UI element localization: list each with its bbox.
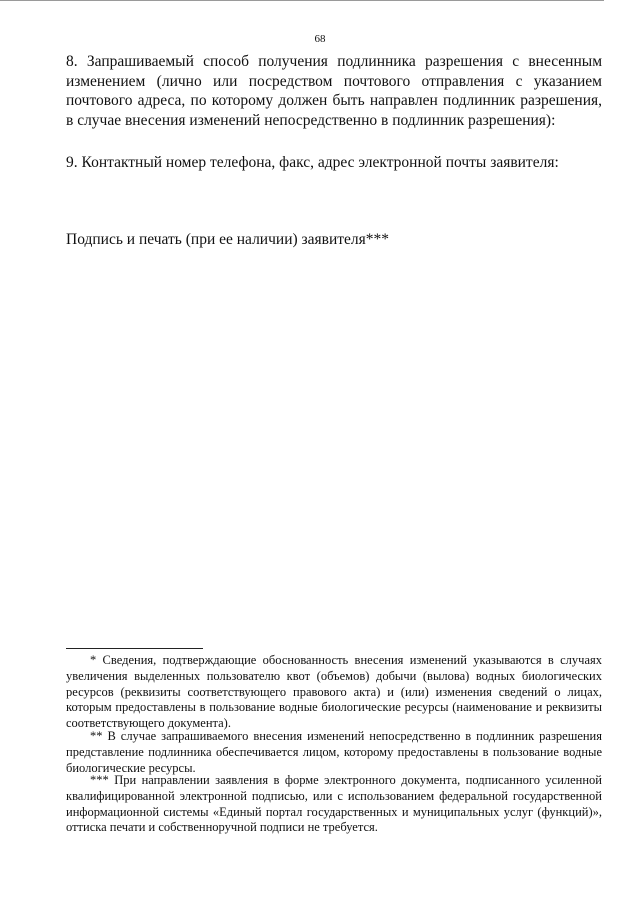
footnote-2: ** В случае запрашиваемого внесения изменений непосредственно в подлинник разрешения представление подлинника обеспечивается лицом, которому предоставлены в пользование водные биологические ресурсы. [66, 729, 602, 775]
scan-top-edge [0, 0, 604, 1]
footnote-separator [66, 648, 203, 649]
signature-line: Подпись и печать (при ее наличии) заявителя*** [66, 231, 390, 248]
footnote-3: *** При направлении заявления в форме электронного документа, подписанного усиленной квалифицированной электронной подписью, или с использованием федеральной государственной информационной системы «Единый портал государственных и муниципальных услуг (функций)», оттиска печати и собственноручной подписи не требуется. [66, 773, 602, 835]
footnote-1: * Сведения, подтверждающие обоснованность внесения изменений указываются в случаях увеличения выделенных пользователю квот (объемов) добычи (вылова) водных биологических ресурсов (реквизиты соответствующего правового акта) и (или) изменения сведений о лицах, которым предоставлены в пользование водные биологические ресурсы (наименование и реквизиты соответствующего документа). [66, 653, 602, 731]
item-9-contact-info: 9. Контактный номер телефона, факс, адрес электронной почты заявителя: [66, 154, 559, 171]
item-8-delivery-method: 8. Запрашиваемый способ получения подлинника разрешения с внесенным изменением (лично или посредством почтового отправления с указанием почтового адреса, по которому должен быть направлен подлинник разрешения, в случае внесения изменений непосредственно в подлинник разрешения): [66, 53, 602, 129]
page-number: 68 [314, 33, 326, 45]
